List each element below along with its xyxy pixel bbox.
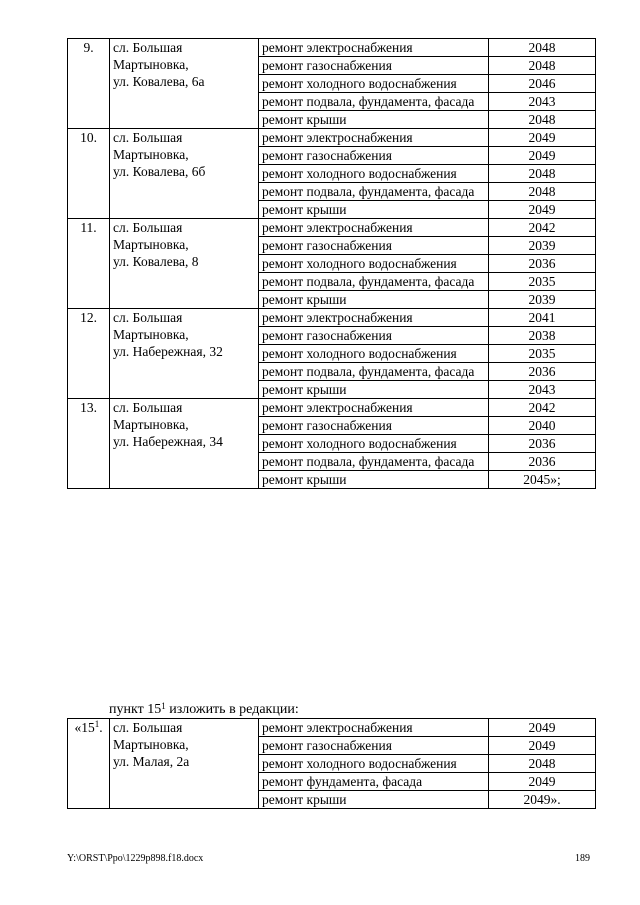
- year-cell: 2039: [489, 291, 596, 309]
- year-cell: 2048: [489, 755, 596, 773]
- address-line: Мартыновка,: [113, 147, 189, 162]
- year-cell: 2040: [489, 417, 596, 435]
- year-cell: 2041: [489, 309, 596, 327]
- work-type-cell: ремонт крыши: [259, 201, 489, 219]
- address-line: ул. Ковалева, 6а: [113, 74, 205, 89]
- table-row: [68, 129, 596, 147]
- year-cell: 2049: [489, 737, 596, 755]
- work-type-cell: ремонт газоснабжения: [259, 147, 489, 165]
- year-cell: 2049».: [489, 791, 596, 809]
- work-type-cell: ремонт крыши: [259, 111, 489, 129]
- year-cell: 2048: [489, 39, 596, 57]
- work-type-cell: ремонт электроснабжения: [259, 719, 489, 737]
- address-line: Мартыновка,: [113, 417, 189, 432]
- year-cell: 2043: [489, 381, 596, 399]
- table-row: [68, 39, 596, 57]
- table-row: [68, 399, 596, 417]
- item-number: «$15^1$.: [68, 719, 110, 809]
- year-cell: 2048: [489, 183, 596, 201]
- address-line: сл. Большая: [113, 310, 183, 325]
- work-type-cell: ремонт газоснабжения: [259, 57, 489, 75]
- address-cell: [110, 309, 259, 399]
- amended-schedule-table: [67, 718, 596, 809]
- work-type-cell: ремонт подвала, фундамента, фасада: [259, 273, 489, 291]
- year-cell: 2038: [489, 327, 596, 345]
- work-type-cell: ремонт холодного водоснабжения: [259, 165, 489, 183]
- item-number: 12.: [68, 309, 110, 399]
- work-type-cell: ремонт подвала, фундамента, фасада: [259, 93, 489, 111]
- year-cell: 2035: [489, 273, 596, 291]
- work-type-cell: ремонт подвала, фундамента, фасада: [259, 183, 489, 201]
- address-line: сл. Большая: [113, 720, 183, 735]
- item-number: 11.: [68, 219, 110, 309]
- year-cell: 2045»;: [489, 471, 596, 489]
- address-line: сл. Большая: [113, 130, 183, 145]
- work-type-cell: ремонт холодного водоснабжения: [259, 435, 489, 453]
- work-type-cell: ремонт газоснабжения: [259, 737, 489, 755]
- work-type-cell: ремонт холодного водоснабжения: [259, 345, 489, 363]
- work-type-cell: ремонт газоснабжения: [259, 327, 489, 345]
- address-line: ул. Малая, 2а: [113, 754, 190, 769]
- year-cell: 2049: [489, 773, 596, 791]
- work-type-cell: ремонт электроснабжения: [259, 309, 489, 327]
- year-cell: 2039: [489, 237, 596, 255]
- work-type-cell: ремонт подвала, фундамента, фасада: [259, 453, 489, 471]
- address-cell: [110, 219, 259, 309]
- year-cell: 2042: [489, 399, 596, 417]
- work-type-cell: ремонт электроснабжения: [259, 129, 489, 147]
- address-line: Мартыновка,: [113, 57, 189, 72]
- address-cell: [110, 719, 259, 809]
- table-row: [68, 719, 596, 737]
- year-cell: 2046: [489, 75, 596, 93]
- work-type-cell: ремонт крыши: [259, 291, 489, 309]
- work-type-cell: ремонт электроснабжения: [259, 39, 489, 57]
- year-cell: 2049: [489, 129, 596, 147]
- year-cell: 2036: [489, 255, 596, 273]
- page-number: 189: [575, 853, 590, 864]
- year-cell: 2049: [489, 719, 596, 737]
- year-cell: 2048: [489, 165, 596, 183]
- table-row: [68, 309, 596, 327]
- year-cell: 2042: [489, 219, 596, 237]
- year-cell: 2049: [489, 147, 596, 165]
- item-number: 9.: [68, 39, 110, 129]
- address-line: ул. Ковалева, 6б: [113, 164, 206, 179]
- work-type-cell: ремонт подвала, фундамента, фасада: [259, 363, 489, 381]
- year-cell: 2036: [489, 363, 596, 381]
- work-type-cell: ремонт газоснабжения: [259, 417, 489, 435]
- year-cell: 2036: [489, 453, 596, 471]
- work-type-cell: ремонт крыши: [259, 381, 489, 399]
- work-type-cell: ремонт холодного водоснабжения: [259, 255, 489, 273]
- amendment-instruction: пункт $15^1$ изложить в редакции:: [109, 701, 299, 717]
- address-cell: [110, 39, 259, 129]
- year-cell: 2036: [489, 435, 596, 453]
- address-line: сл. Большая: [113, 40, 183, 55]
- address-cell: [110, 129, 259, 219]
- year-cell: 2048: [489, 111, 596, 129]
- address-line: сл. Большая: [113, 400, 183, 415]
- address-line: ул. Ковалева, 8: [113, 254, 199, 269]
- document-path: Y:\ORST\Ppo\1229p898.f18.docx: [67, 853, 204, 864]
- year-cell: 2043: [489, 93, 596, 111]
- work-type-cell: ремонт электроснабжения: [259, 219, 489, 237]
- table-row: [68, 219, 596, 237]
- work-type-cell: ремонт холодного водоснабжения: [259, 755, 489, 773]
- year-cell: 2049: [489, 201, 596, 219]
- address-line: ул. Набережная, 32: [113, 344, 223, 359]
- work-type-cell: ремонт фундамента, фасада: [259, 773, 489, 791]
- year-cell: 2035: [489, 345, 596, 363]
- address-line: Мартыновка,: [113, 237, 189, 252]
- year-cell: 2048: [489, 57, 596, 75]
- work-type-cell: ремонт холодного водоснабжения: [259, 75, 489, 93]
- work-type-cell: ремонт газоснабжения: [259, 237, 489, 255]
- address-line: Мартыновка,: [113, 327, 189, 342]
- address-cell: [110, 399, 259, 489]
- item-number: 10.: [68, 129, 110, 219]
- schedule-table: [67, 38, 596, 489]
- item-number: 13.: [68, 399, 110, 489]
- address-line: Мартыновка,: [113, 737, 189, 752]
- work-type-cell: ремонт крыши: [259, 791, 489, 809]
- work-type-cell: ремонт электроснабжения: [259, 399, 489, 417]
- address-line: ул. Набережная, 34: [113, 434, 223, 449]
- address-line: сл. Большая: [113, 220, 183, 235]
- work-type-cell: ремонт крыши: [259, 471, 489, 489]
